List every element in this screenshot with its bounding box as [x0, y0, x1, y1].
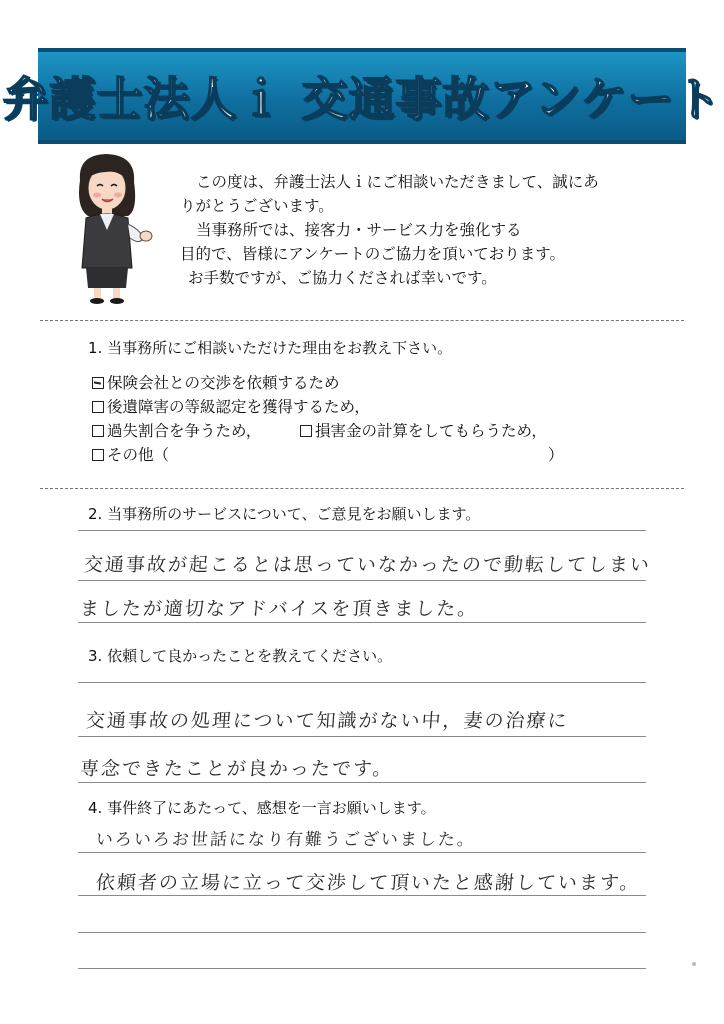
intro-line-3: 当事務所では、接客力・サービス力を強化する	[196, 221, 522, 239]
checkbox-icon[interactable]	[92, 401, 104, 413]
question-3: 3. 依頼して良かったことを教えてください。	[88, 647, 393, 665]
title-banner	[2, 48, 722, 144]
scan-dot	[692, 962, 696, 966]
option-other-close: ）	[548, 446, 564, 464]
section-divider	[40, 320, 684, 321]
answer-line	[78, 622, 646, 623]
option-insurance-negotiation[interactable]	[92, 371, 340, 393]
intro-text	[180, 170, 690, 290]
answer-3-line-2: 専念できたことが良かったです。	[79, 758, 395, 780]
answer-2-line-2: ましたが適切なアドバイスを頂きました。	[79, 598, 480, 620]
answer-line	[78, 530, 646, 531]
answer-line	[78, 968, 646, 969]
checkbox-icon[interactable]	[92, 425, 104, 437]
checkbox-icon[interactable]	[92, 377, 104, 389]
intro-line-4: 目的で、皆様にアンケートのご協力を頂いております。	[180, 245, 566, 263]
option-label: 損害金の計算をしてもらうため，	[315, 422, 547, 440]
staff-illustration-icon	[58, 150, 158, 305]
option-label: その他（	[107, 446, 170, 464]
answer-line	[78, 895, 646, 896]
question-1: 1. 当事務所にご相談いただけた理由をお教え下さい。	[88, 339, 453, 357]
question-4: 4. 事件終了にあたって、感想を一言お願いします。	[88, 799, 436, 817]
option-label: 後遺障害の等級認定を獲得するため，	[107, 398, 370, 416]
option-other[interactable]	[92, 443, 169, 465]
option-label: 保険会社との交渉を依頼するため	[107, 374, 340, 392]
checkbox-icon[interactable]	[300, 425, 312, 437]
answer-line	[78, 852, 646, 853]
intro-line-1: この度は、弁護士法人ｉにご相談いただきまして、誠にあ	[196, 173, 599, 191]
option-fault-ratio[interactable]	[92, 419, 261, 441]
answer-line	[78, 736, 646, 737]
answer-line	[78, 932, 646, 933]
intro-line-2: りがとうございます。	[180, 197, 334, 215]
checkbox-icon[interactable]	[92, 449, 104, 461]
intro-line-5: お手数ですが、ご協力くだされば幸いです。	[188, 269, 497, 287]
option-label: 過失割合を争うため，	[107, 422, 262, 440]
answer-4-line-2: 依頼者の立場に立って交渉して頂いたと感謝しています。	[95, 872, 642, 894]
option-damage-calculation[interactable]	[300, 419, 547, 441]
answer-2-line-1: 交通事故が起こるとは思っていなかったので動転してしまい	[83, 554, 652, 576]
answer-3-line-1: 交通事故の処理について知識がない中，妻の治療に	[85, 710, 570, 732]
question-2: 2. 当事務所のサービスについて、ご意見をお願いします。	[88, 505, 481, 523]
page-title: 弁護士法人ｉ 交通事故アンケート	[2, 72, 722, 126]
answer-line	[78, 782, 646, 783]
section-divider	[40, 488, 684, 489]
answer-line	[78, 580, 646, 581]
answer-4-line-1: いろいろお世話になり有難うございました。	[95, 830, 477, 850]
option-disability-grade[interactable]	[92, 395, 370, 417]
answer-line	[78, 682, 646, 683]
